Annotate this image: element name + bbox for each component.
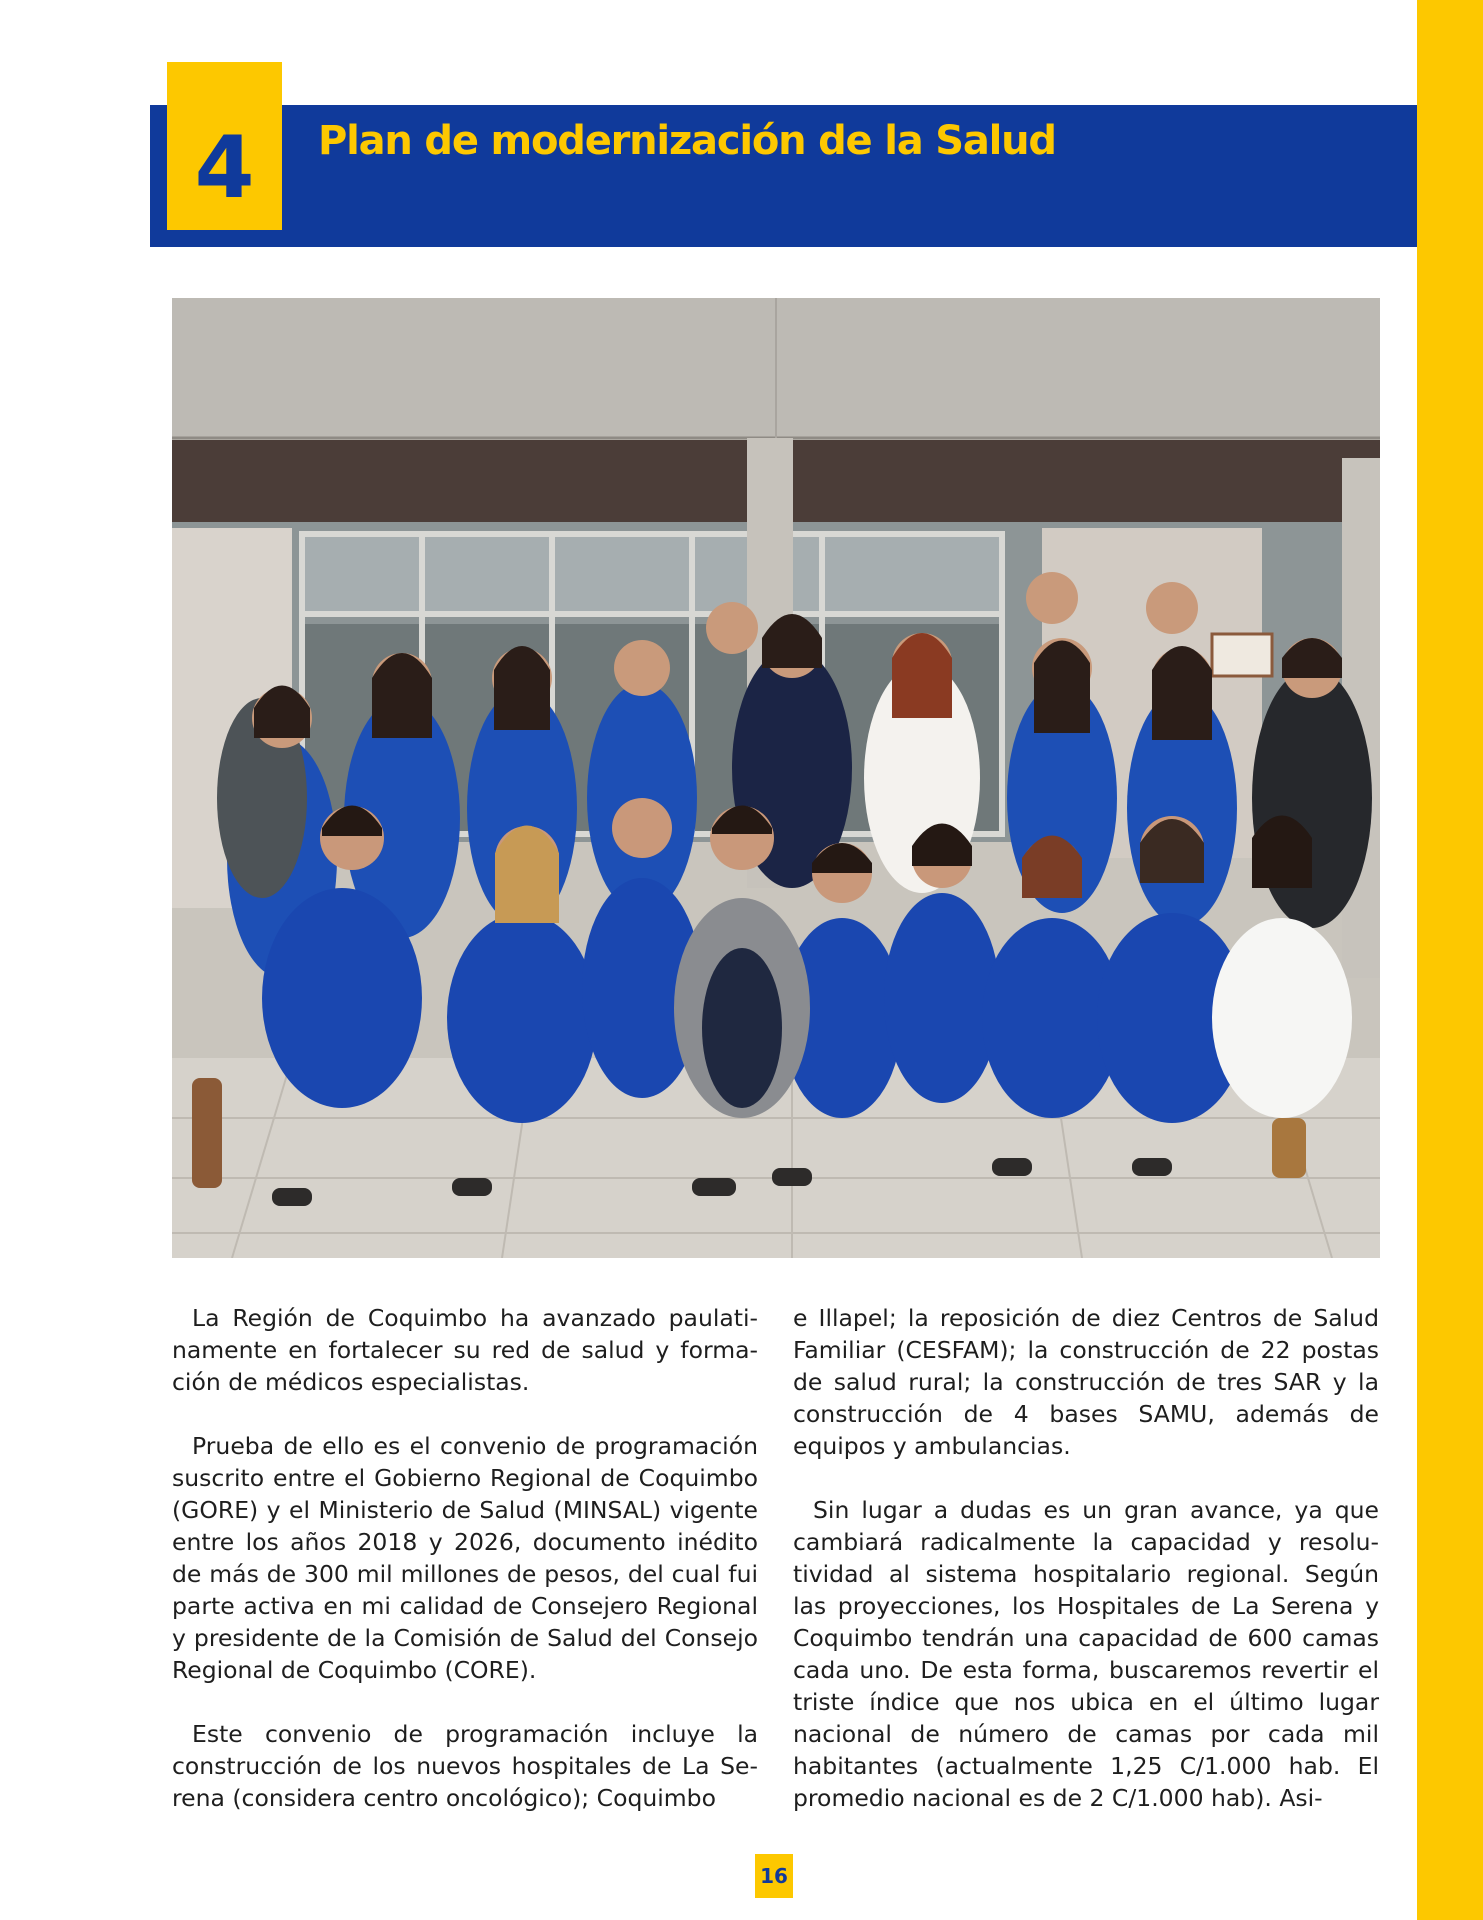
paragraph: Sin lugar a dudas es un gran avance, ya que cambiará radicalmente la capacidad y resolutividad al sistema hospitalario regional. Según las proyecciones, los Hospitales de La Serena y Coquimbo tendrán una capacidad de 600 camas cada uno. De esta forma, buscaremos revertir el triste índice que nos ubica en el último lugar nacional de número de camas por cada mil habitantes (actualmente 1,25 C/1.000 hab. El promedio nacional es de 2 C/1.000 hab). Asi- [793,1496,1379,1812]
paragraph: Este convenio de programación incluye la construcción de los nuevos hospitales de La Serena (considera centro oncológico); Coquimbo [172,1720,758,1812]
page-number-box [755,1854,793,1898]
chapter-number-box [167,62,282,230]
side-accent-bar [1417,0,1483,1920]
chapter-number: 4 [194,118,255,218]
body-column-right [793,1302,1379,1814]
body-column-left [172,1302,758,1814]
group-photo-icon [172,298,1380,1258]
group-photo [172,298,1380,1258]
page-number: 16 [760,1864,788,1888]
paragraph: e Illapel; la reposición de diez Centros de Salud Familiar (CESFAM); la construcción de 22 postas de salud rural; la construcción de tres SAR y la construcción de 4 bases SAMU, además de equipos y ambulancias. [793,1304,1379,1460]
paragraph: La Región de Coquimbo ha avanzado paulatinamente en fortalecer su red de salud y formación de médicos especialistas. [172,1304,758,1396]
section-title: Plan de modernización de la Salud [318,118,1056,164]
paragraph: Prueba de ello es el convenio de programación suscrito entre el Gobierno Regional de Coquimbo (GORE) y el Ministerio de Salud (MINSAL) vigente entre los años 2018 y 2026, documento inédito de más de 300 mil millones de pesos, del cual fui parte activa en mi calidad de Consejero Regional y presidente de la Comisión de Salud del Consejo Regional de Coquimbo (CORE). [172,1432,758,1684]
